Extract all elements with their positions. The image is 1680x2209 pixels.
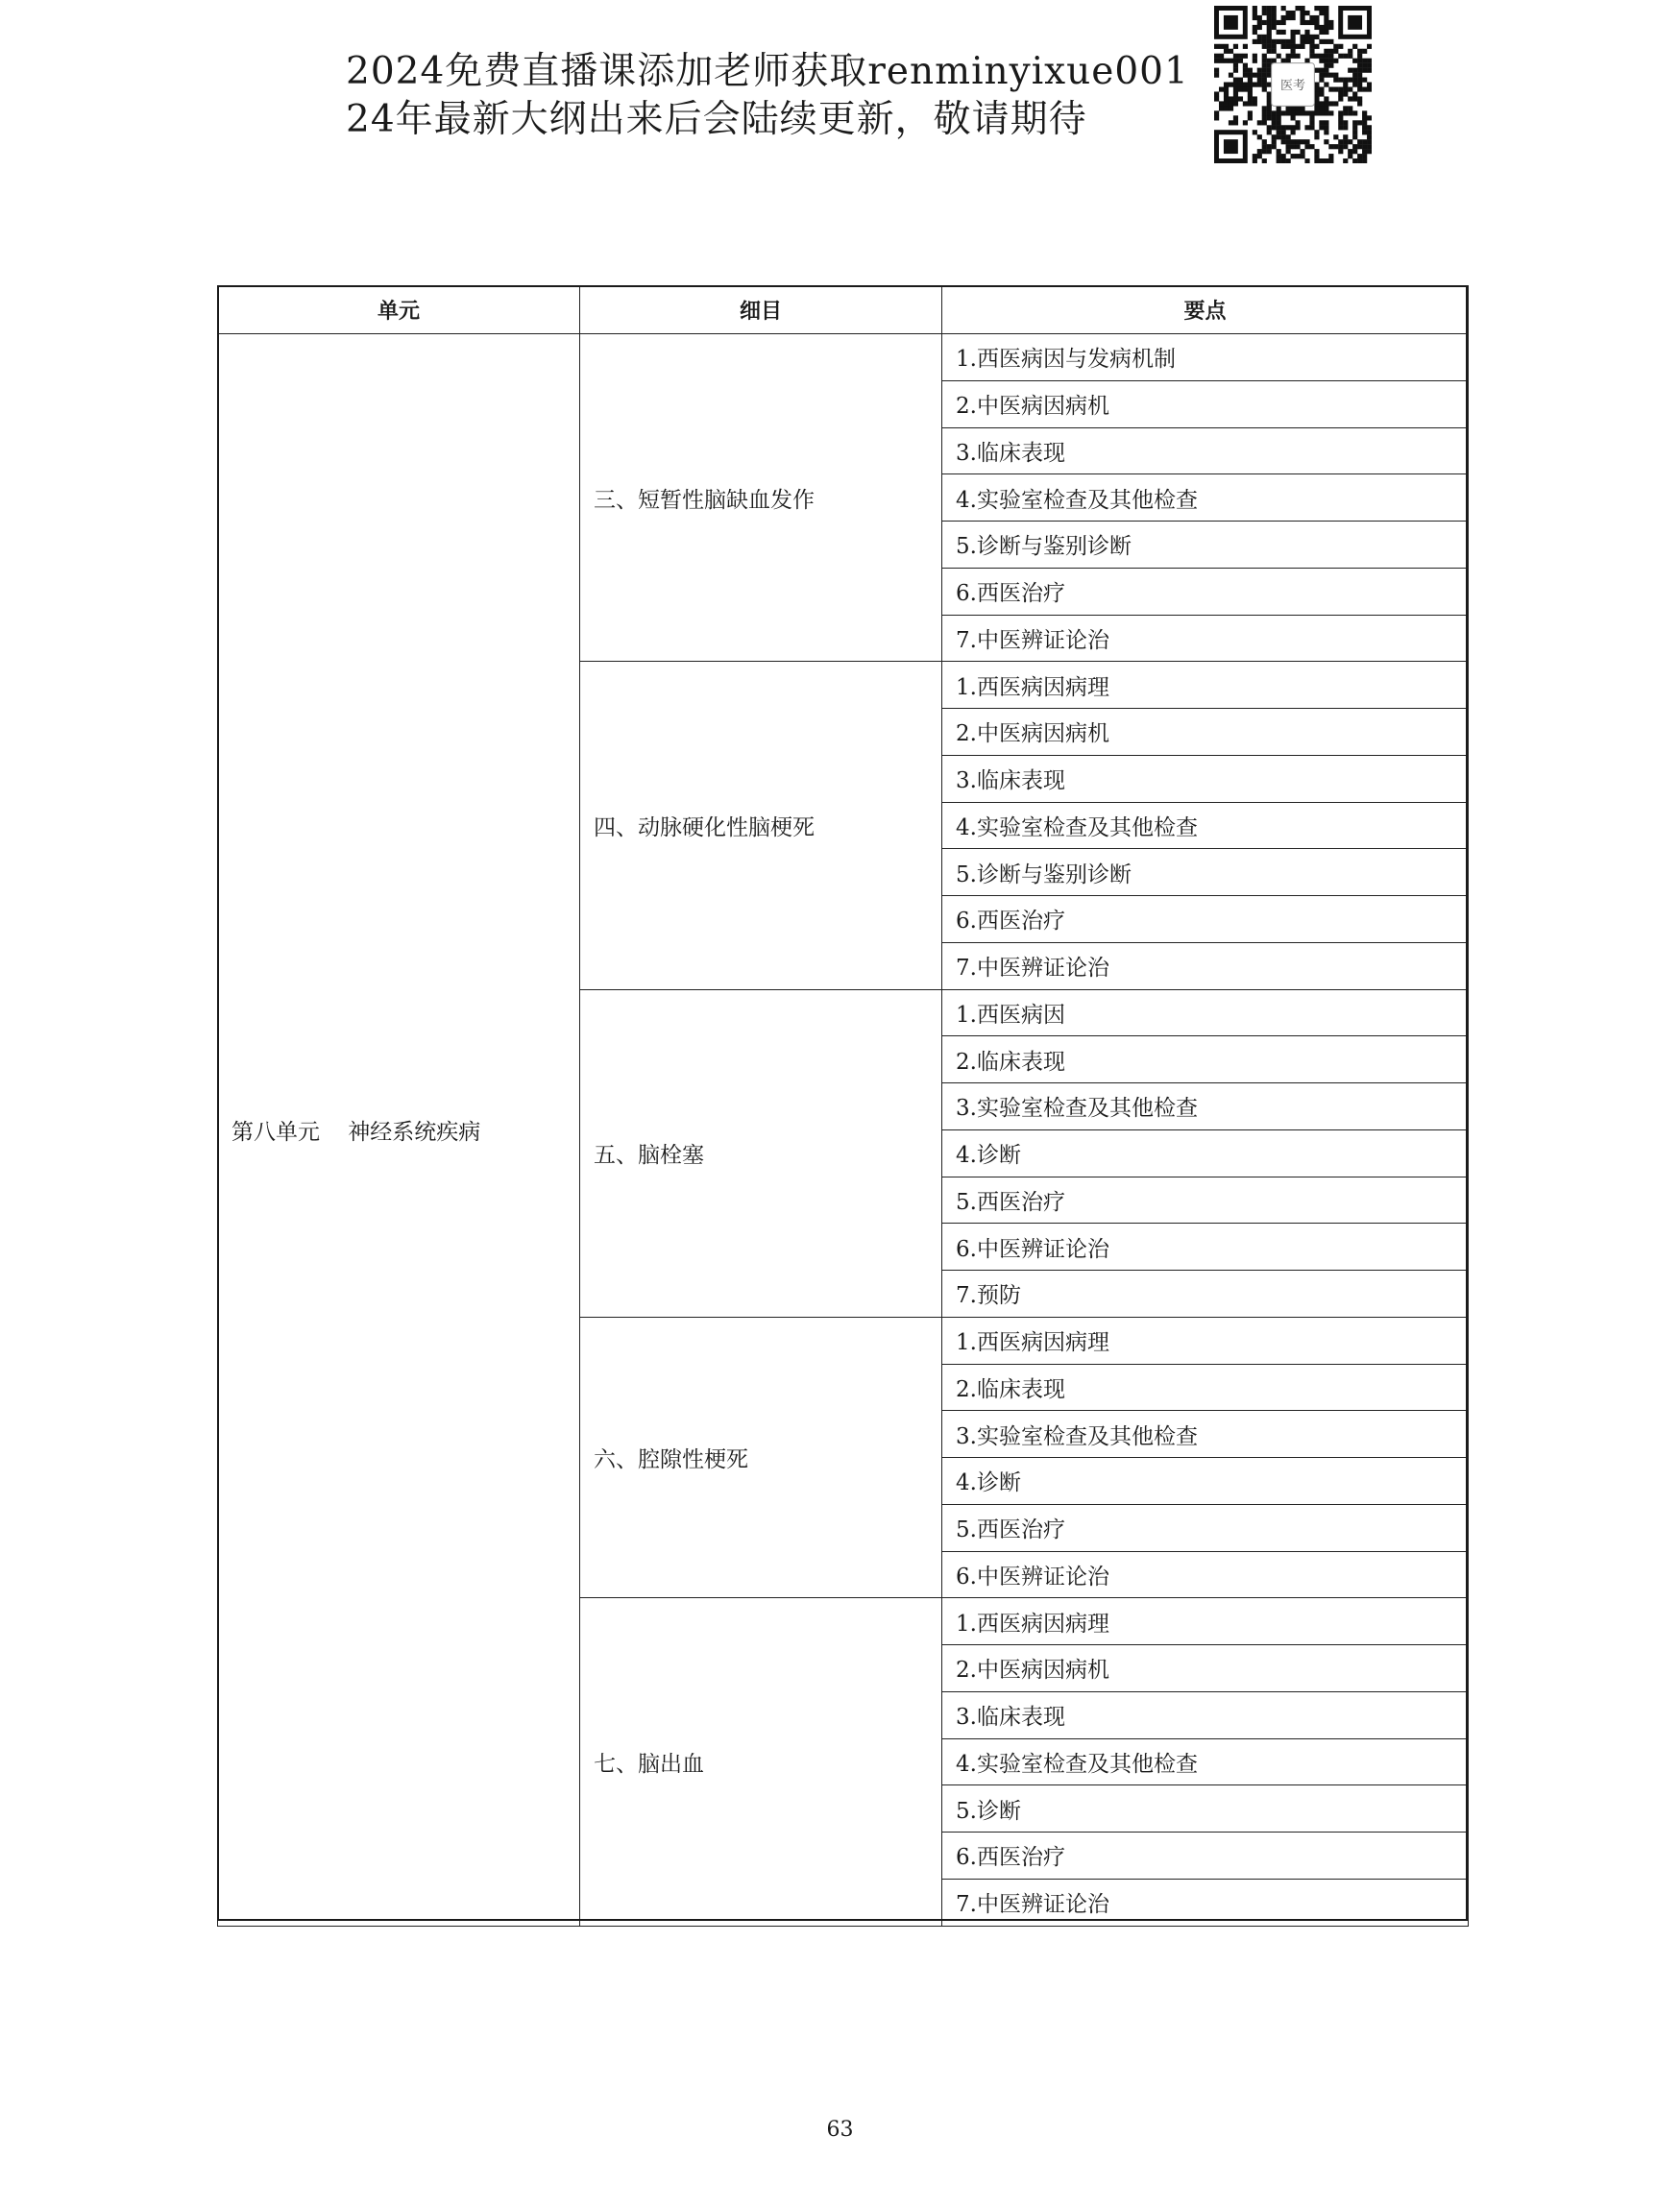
point-cell: 2.中医病因病机 (942, 380, 1469, 427)
point-cell: 2.中医病因病机 (942, 709, 1469, 756)
point-cell: 1.西医病因 (942, 989, 1469, 1036)
point-cell: 3.实验室检查及其他检查 (942, 1411, 1469, 1458)
point-cell: 7.中医辨证论治 (942, 942, 1469, 989)
header-line-2: 24年最新大纲出来后会陆续更新，敬请期待 (346, 98, 1087, 141)
point-cell: 1.西医病因病理 (942, 1317, 1469, 1364)
point-cell: 4.实验室检查及其他检查 (942, 1738, 1469, 1785)
point-cell: 4.实验室检查及其他检查 (942, 474, 1469, 522)
point-cell: 3.临床表现 (942, 427, 1469, 474)
point-cell: 1.西医病因病理 (942, 1598, 1469, 1645)
point-cell: 2.临床表现 (942, 1364, 1469, 1411)
point-cell: 1.西医病因病理 (942, 662, 1469, 709)
point-cell: 5.诊断与鉴别诊断 (942, 522, 1469, 569)
point-cell: 5.西医治疗 (942, 1177, 1469, 1224)
point-cell: 6.西医治疗 (942, 896, 1469, 943)
point-cell: 3.实验室检查及其他检查 (942, 1083, 1469, 1130)
column-header-item: 细目 (580, 286, 942, 334)
point-cell: 5.西医治疗 (942, 1504, 1469, 1551)
point-cell: 5.诊断 (942, 1785, 1469, 1833)
point-cell: 2.中医病因病机 (942, 1645, 1469, 1692)
section-title-cell: 七、脑出血 (580, 1598, 942, 1926)
point-cell: 6.中医辨证论治 (942, 1551, 1469, 1598)
point-cell: 4.诊断 (942, 1129, 1469, 1177)
header-line-1: 2024免费直播课添加老师获取renminyixue001 (346, 50, 1189, 93)
qr-center-label: 医考 (1279, 79, 1306, 93)
section-title-cell: 四、动脉硬化性脑梗死 (580, 662, 942, 989)
point-cell: 4.诊断 (942, 1458, 1469, 1505)
qr-code-icon (1214, 6, 1372, 163)
section-title-cell: 六、腔隙性梗死 (580, 1317, 942, 1598)
point-cell: 3.临床表现 (942, 755, 1469, 802)
column-header-unit: 单元 (218, 286, 580, 334)
point-cell: 3.临床表现 (942, 1691, 1469, 1738)
point-cell: 6.西医治疗 (942, 1833, 1469, 1880)
unit-cell: 第八单元 神经系统疾病 (218, 334, 580, 1927)
page-header (346, 48, 1191, 144)
point-cell: 4.实验室检查及其他检查 (942, 802, 1469, 849)
point-cell: 7.中医辨证论治 (942, 1879, 1469, 1926)
table-row (218, 334, 1469, 381)
point-cell: 6.中医辨证论治 (942, 1224, 1469, 1271)
point-cell: 2.临床表现 (942, 1036, 1469, 1083)
point-cell: 6.西医治疗 (942, 568, 1469, 615)
syllabus-table (217, 285, 1468, 1927)
point-cell: 7.预防 (942, 1271, 1469, 1318)
section-title-cell: 三、短暂性脑缺血发作 (580, 334, 942, 662)
column-header-point: 要点 (942, 286, 1469, 334)
point-cell: 1.西医病因与发病机制 (942, 334, 1469, 381)
point-cell: 5.诊断与鉴别诊断 (942, 849, 1469, 896)
point-cell: 7.中医辨证论治 (942, 615, 1469, 662)
page-number: 63 (826, 2118, 854, 2142)
section-title-cell: 五、脑栓塞 (580, 989, 942, 1317)
table-header-row (218, 286, 1469, 334)
